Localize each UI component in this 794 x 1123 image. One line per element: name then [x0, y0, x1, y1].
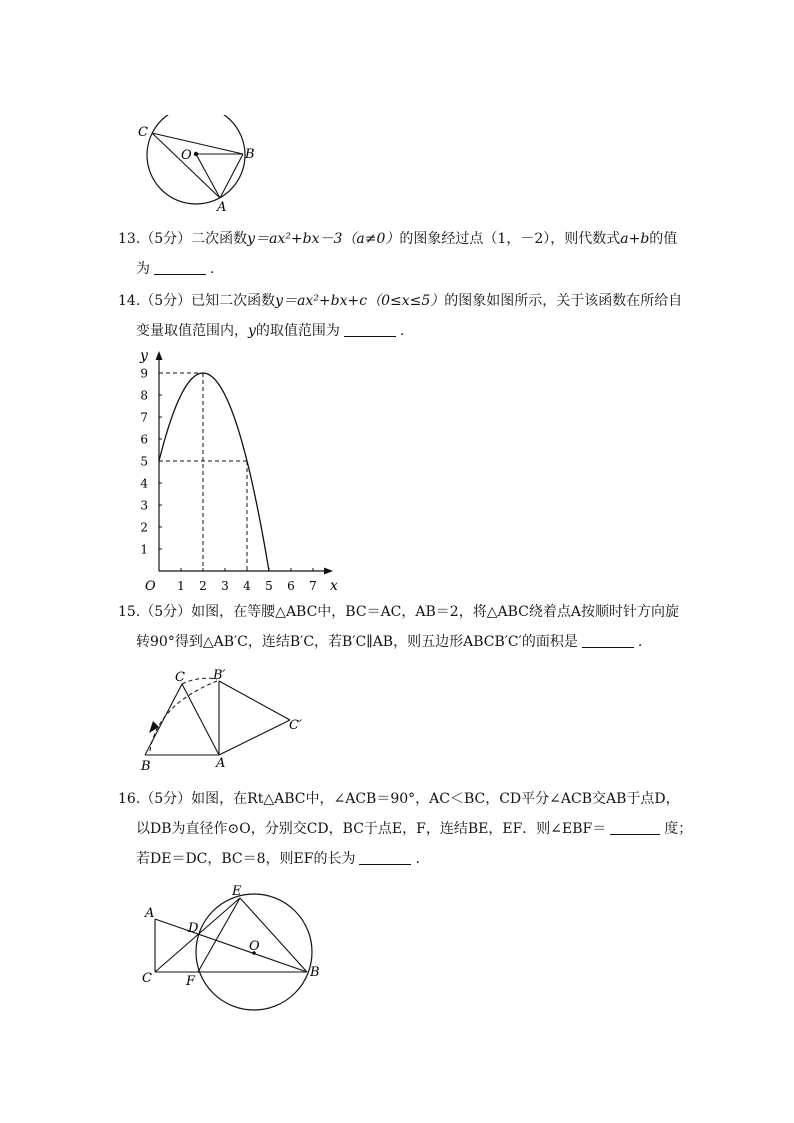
x-tick-label: 2: [199, 579, 207, 593]
x-axis-arrow: [324, 568, 333, 575]
question-15-line-1: [118, 597, 679, 627]
y-tick-label: 2: [140, 520, 148, 535]
question-text: .: [399, 323, 405, 339]
question-text: 转90°得到△AB′C，连结B′C，若B′C∥AB，则五边形ABCB′C′的面积是: [136, 634, 578, 650]
question-text: .: [637, 634, 643, 650]
question-number: 16.（5分）: [118, 791, 192, 807]
function-expression: y＝ax²+bx－3（a≠0）: [247, 231, 400, 247]
y-tick-label: 1: [140, 542, 148, 557]
point-label-d: D: [188, 921, 199, 936]
y-tick-label: 4: [140, 476, 148, 491]
y-tick-label: 7: [140, 410, 148, 425]
point-label-c: C: [175, 670, 185, 685]
circle-figure-q16: [135, 880, 335, 1015]
answer-blank[interactable]: [610, 820, 660, 835]
circle-triangle-figure-q12: [130, 115, 270, 215]
point-label-a: A: [145, 906, 155, 921]
answer-blank[interactable]: [154, 260, 206, 275]
point-label-e: E: [232, 884, 242, 899]
y-tick-label: 5: [140, 454, 148, 469]
question-text: 度；: [664, 821, 693, 837]
question-16-line-1: [118, 784, 692, 814]
rotation-figure-q15: [135, 667, 315, 777]
question-15-line-2: [118, 627, 679, 657]
question-text: 的图象如图所示，关于该函数在所给自: [444, 293, 683, 309]
function-expression: y＝ax²+bx+c（0≤x≤5）: [275, 293, 445, 309]
question-number: 13.（5分）: [118, 231, 192, 247]
point-label-b: B: [310, 965, 320, 980]
answer-blank[interactable]: [344, 322, 396, 337]
point-label-c: C: [138, 125, 148, 140]
answer-blank[interactable]: [359, 850, 411, 865]
question-text: 为: [136, 261, 150, 277]
tick-labels: [139, 348, 338, 594]
question-text: .: [210, 261, 215, 277]
question-text: 的值: [649, 231, 678, 247]
dashed-guides: [159, 373, 247, 571]
x-tick-label: 6: [287, 579, 295, 593]
x-axis-label: x: [330, 578, 338, 594]
y-tick-label: 6: [140, 432, 148, 447]
question-14-line-1: [118, 286, 682, 316]
question-text: 若DE＝DC，BC＝8，则EF的长为: [136, 851, 356, 867]
question-13: [118, 224, 677, 284]
y-tick-label: 9: [140, 366, 148, 381]
question-text: 以DB为直径作⊙O，分别交CD，BC于点E，F，连结BE，EF．则∠EBF＝: [136, 821, 607, 837]
question-16-line-3: [118, 844, 692, 874]
point-label-b: B: [245, 147, 255, 162]
y-tick-label: 3: [140, 498, 148, 513]
y-tick-label: 8: [140, 388, 148, 403]
y-axis-arrow: [156, 351, 163, 360]
x-tick-label: 3: [221, 579, 229, 593]
point-label-a: A: [217, 200, 227, 215]
point-label-o: O: [249, 939, 260, 954]
question-text: 如图，在Rt△ABC中，∠ACB＝90°，AC＜BC，CD平分∠ACB交AB于点D，: [191, 791, 680, 807]
point-label-o: O: [181, 148, 192, 163]
question-14-line-2: [118, 316, 682, 346]
origin-label: O: [145, 579, 156, 594]
parabola-curve: [159, 373, 269, 571]
x-tick-label: 4: [243, 579, 251, 593]
point-label-c-prime: C′: [289, 718, 302, 733]
point-label-b: B: [141, 759, 151, 774]
question-13-line-2: [118, 254, 677, 284]
question-13-line-1: [118, 224, 677, 254]
point-label-f: F: [186, 974, 196, 989]
x-tick-label: 1: [177, 579, 185, 593]
answer-blank[interactable]: [582, 633, 634, 648]
question-number: 15.（5分）: [118, 604, 192, 620]
x-tick-label: 7: [309, 579, 317, 593]
question-text: 二次函数: [191, 231, 248, 247]
point-label-b-prime: B′: [213, 668, 226, 683]
variable: y: [248, 323, 256, 339]
question-text: .: [415, 851, 420, 867]
question-text: 已知二次函数: [191, 293, 276, 309]
chart-axes: [156, 351, 334, 575]
question-15: [118, 597, 679, 657]
question-number: 14.（5分）: [118, 293, 192, 309]
y-axis-label: y: [140, 348, 148, 364]
question-16-line-2: [118, 814, 692, 844]
expression: a+b: [620, 231, 650, 247]
point-label-c: C: [142, 971, 152, 986]
point-label-a: A: [216, 756, 226, 771]
question-text: 的图象经过点（1，－2），则代数式: [399, 231, 621, 247]
question-16: [118, 784, 692, 874]
question-14: [118, 286, 682, 346]
question-text: 的取值范围为: [255, 323, 340, 339]
x-tick-label: 5: [265, 579, 273, 593]
question-text: 如图，在等腰△ABC中，BC＝AC，AB＝2，将△ABC绕着点A按顺时针方向旋: [191, 604, 679, 620]
parabola-graph: [130, 345, 345, 595]
parabola-line: [159, 373, 269, 571]
question-text: 变量取值范围内，: [136, 323, 248, 339]
